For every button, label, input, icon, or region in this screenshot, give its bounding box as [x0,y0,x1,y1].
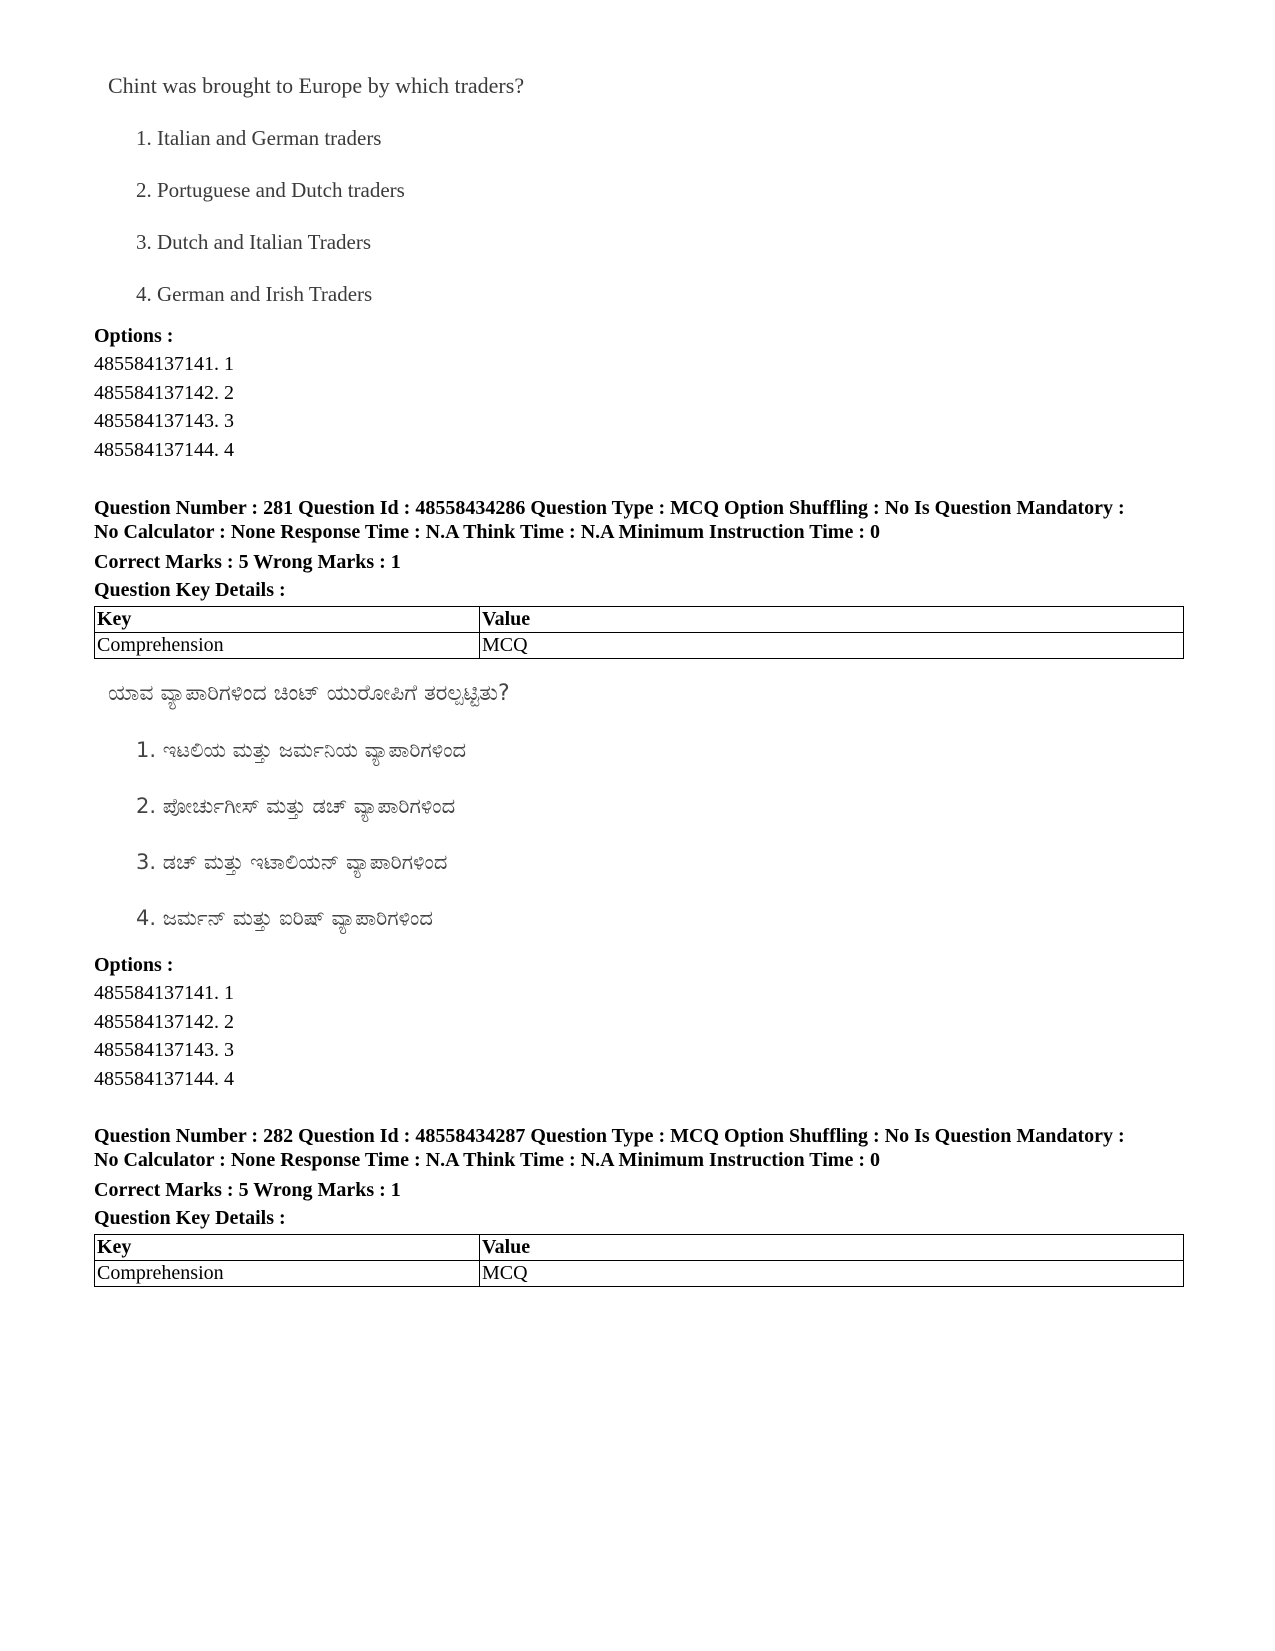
options-block-280 [94,322,1184,464]
key-details-table [94,1234,1184,1287]
table-row [95,1261,1184,1287]
option-en-4: 4. German and Irish Traders [136,282,373,306]
marks-line: Correct Marks : 5 Wrong Marks : 1 [94,1179,401,1201]
option-kn-4: 4. ಜರ್ಮನ್ ಮತ್ತು ಐರಿಷ್ ವ್ಯಾಪಾರಿಗಳಿಂದ [136,906,433,930]
table-header-value: Value [480,607,1184,633]
table-cell-key: Comprehension [95,1261,480,1287]
question-image-kn [108,680,510,932]
option-id-line: 485584137144. 4 [94,1067,234,1090]
option-id-line: 485584137142. 2 [94,381,234,404]
question-image-en [108,72,524,308]
key-details-table [94,606,1184,659]
question-meta-line: Question Number : 281 Question Id : 48558434286 Question Type : MCQ Option Shuffling : No Is Question Mandatory : [94,497,1125,519]
option-en-2: 2. Portuguese and Dutch traders [136,178,405,202]
option-id-line: 485584137142. 2 [94,1010,234,1033]
table-cell-key: Comprehension [95,633,480,659]
question-stem-kn: ಯಾವ ವ್ಯಾಪಾರಿಗಳಿಂದ ಚಿಂಟ್ ಯುರೋಪಿಗೆ ತರಲ್ಪಟ್ಟಿತು? [108,681,510,706]
option-en-1: 1. Italian and German traders [136,126,382,150]
table-header-row [95,607,1184,633]
key-details-label: Question Key Details : [94,579,286,601]
table-header-value: Value [480,1235,1184,1261]
option-kn-2: 2. ಪೋರ್ಚುಗೀಸ್ ಮತ್ತು ಡಚ್ ವ್ಯಾಪಾರಿಗಳಿಂದ [136,794,456,818]
option-id-line: 485584137144. 4 [94,438,234,461]
option-id-line: 485584137141. 1 [94,353,234,375]
question-meta-line: No Calculator : None Response Time : N.A Think Time : N.A Minimum Instruction Time : 0 [94,520,880,543]
question-meta-line: No Calculator : None Response Time : N.A Think Time : N.A Minimum Instruction Time : 0 [94,1148,880,1171]
question-meta-line: Question Number : 282 Question Id : 48558434287 Question Type : MCQ Option Shuffling : No Is Question Mandatory : [94,1125,1125,1147]
option-en-3: 3. Dutch and Italian Traders [136,230,372,254]
table-header-key: Key [95,1235,480,1261]
table-cell-value: MCQ [480,633,1184,659]
option-id-line: 485584137141. 1 [94,982,234,1004]
options-block-281 [94,951,1184,1093]
marks-line: Correct Marks : 5 Wrong Marks : 1 [94,551,401,573]
key-details-label: Question Key Details : [94,1207,286,1229]
option-id-line: 485584137143. 3 [94,1039,234,1061]
question-stem-en: Chint was brought to Europe by which traders? [108,73,525,98]
option-id-line: 485584137143. 3 [94,410,234,432]
question-meta-282 [94,1125,1184,1287]
table-header-row [95,1235,1184,1261]
option-kn-1: 1. ಇಟಲಿಯ ಮತ್ತು ಜರ್ಮನಿಯ ವ್ಯಾಪಾರಿಗಳಿಂದ [136,738,467,762]
question-meta-281 [94,497,1184,659]
option-kn-3: 3. ಡಚ್ ಮತ್ತು ಇಟಾಲಿಯನ್ ವ್ಯಾಪಾರಿಗಳಿಂದ [136,850,448,874]
options-label: Options : [94,954,174,976]
table-row [95,633,1184,659]
options-label: Options : [94,325,174,347]
table-cell-value: MCQ [480,1261,1184,1287]
table-header-key: Key [95,607,480,633]
